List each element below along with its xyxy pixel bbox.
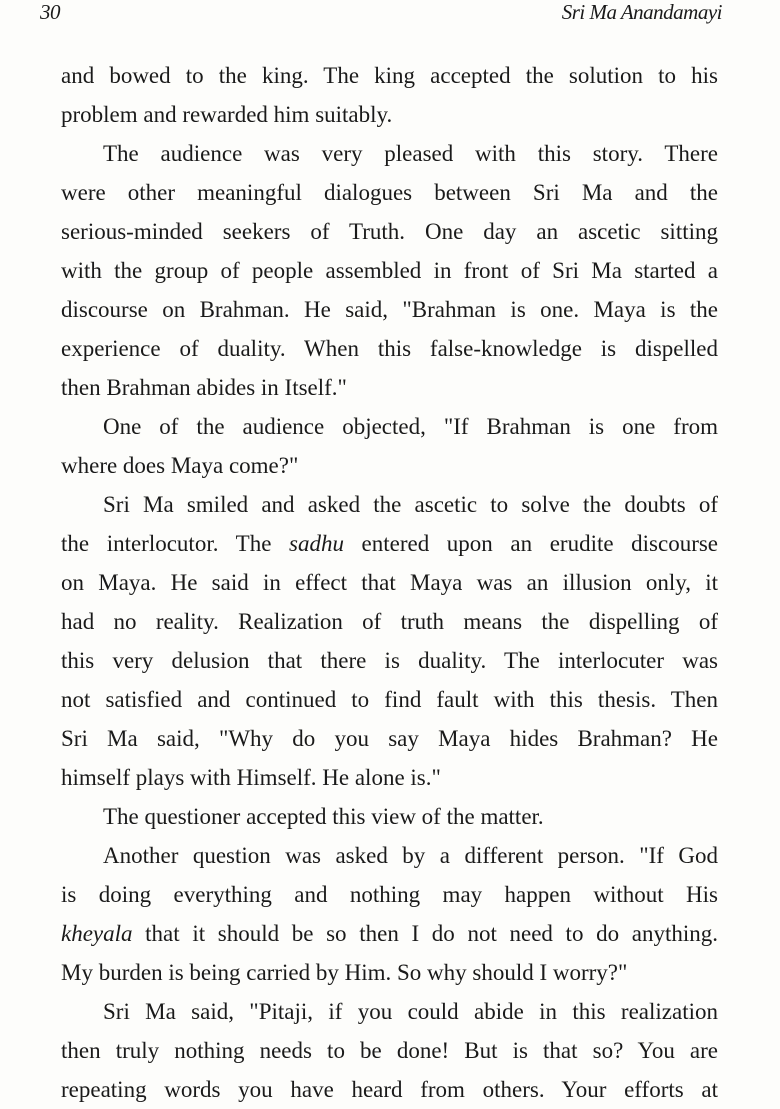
- text-line: [61, 1070, 718, 1109]
- line-text: had no reality. Realization of truth means the dispelling of: [61, 609, 718, 634]
- italic-term: kheyala: [61, 921, 133, 946]
- italic-term: sadhu: [289, 531, 344, 556]
- text-line: [61, 563, 718, 602]
- line-text: discourse on Brahman. He said, "Brahman is one. Maya is the: [61, 297, 718, 322]
- line-text: entered upon an erudite discourse: [343, 531, 718, 556]
- line-text: where does Maya come?": [61, 453, 299, 478]
- text-line: [61, 173, 718, 212]
- text-line: [61, 992, 718, 1031]
- line-text: serious-minded seekers of Truth. One day an ascetic sitting: [61, 219, 718, 244]
- line-text: One of the audience objected, "If Brahman is one from: [103, 414, 718, 439]
- text-line: [61, 836, 718, 875]
- text-line: [61, 329, 718, 368]
- page-body-text: [61, 56, 718, 1109]
- line-text: that it should be so then I do not need to do anything.: [132, 921, 718, 946]
- line-text: The questioner accepted this view of the matter.: [103, 804, 544, 829]
- text-line: [61, 95, 718, 134]
- text-line: [61, 368, 718, 407]
- text-line: [61, 602, 718, 641]
- line-text: The audience was very pleased with this story. There: [103, 141, 718, 166]
- line-text: himself plays with Himself. He alone is.": [61, 765, 441, 790]
- text-line: [61, 251, 718, 290]
- line-text: problem and rewarded him suitably.: [61, 102, 393, 127]
- line-text: is doing everything and nothing may happen without His: [61, 882, 718, 907]
- text-line: [61, 446, 718, 485]
- line-text: not satisfied and continued to find fault with this thesis. Then: [61, 687, 718, 712]
- line-text: My burden is being carried by Him. So why should I worry?": [61, 960, 628, 985]
- line-text: Another question was asked by a different person. "If God: [103, 843, 718, 868]
- text-line: [61, 953, 718, 992]
- line-text: Sri Ma said, "Pitaji, if you could abide in this realization: [103, 999, 718, 1024]
- text-line: [61, 680, 718, 719]
- line-text: Sri Ma said, "Why do you say Maya hides Brahman? He: [61, 726, 718, 751]
- text-line: [61, 56, 718, 95]
- line-text: on Maya. He said in effect that Maya was an illusion only, it: [61, 570, 718, 595]
- line-text: Sri Ma smiled and asked the ascetic to solve the doubts of: [103, 492, 718, 517]
- line-text: then Brahman abides in Itself.": [61, 375, 347, 400]
- text-line: [61, 758, 718, 797]
- line-text: this very delusion that there is duality. The interlocuter was: [61, 648, 718, 673]
- line-text: with the group of people assembled in front of Sri Ma started a: [61, 258, 718, 283]
- page-number: 30: [40, 0, 60, 24]
- text-line: [61, 875, 718, 914]
- text-line: [61, 212, 718, 251]
- line-text: experience of duality. When this false-knowledge is dispelled: [61, 336, 718, 361]
- running-title: Sri Ma Anandamayi: [561, 0, 722, 24]
- text-line: [61, 641, 718, 680]
- text-line: [61, 1031, 718, 1070]
- text-line: [61, 914, 718, 953]
- text-line: [61, 485, 718, 524]
- line-text: and bowed to the king. The king accepted the solution to his: [61, 63, 718, 88]
- line-text: were other meaningful dialogues between Sri Ma and the: [61, 180, 718, 205]
- text-line: [61, 719, 718, 758]
- text-line: [61, 797, 718, 836]
- line-text: then truly nothing needs to be done! But is that so? You are: [61, 1038, 718, 1063]
- text-line: [61, 407, 718, 446]
- line-text: repeating words you have heard from others. Your efforts at: [61, 1077, 718, 1102]
- line-text: the interlocutor. The: [61, 531, 289, 556]
- text-line: [61, 524, 718, 563]
- text-line: [61, 290, 718, 329]
- text-line: [61, 134, 718, 173]
